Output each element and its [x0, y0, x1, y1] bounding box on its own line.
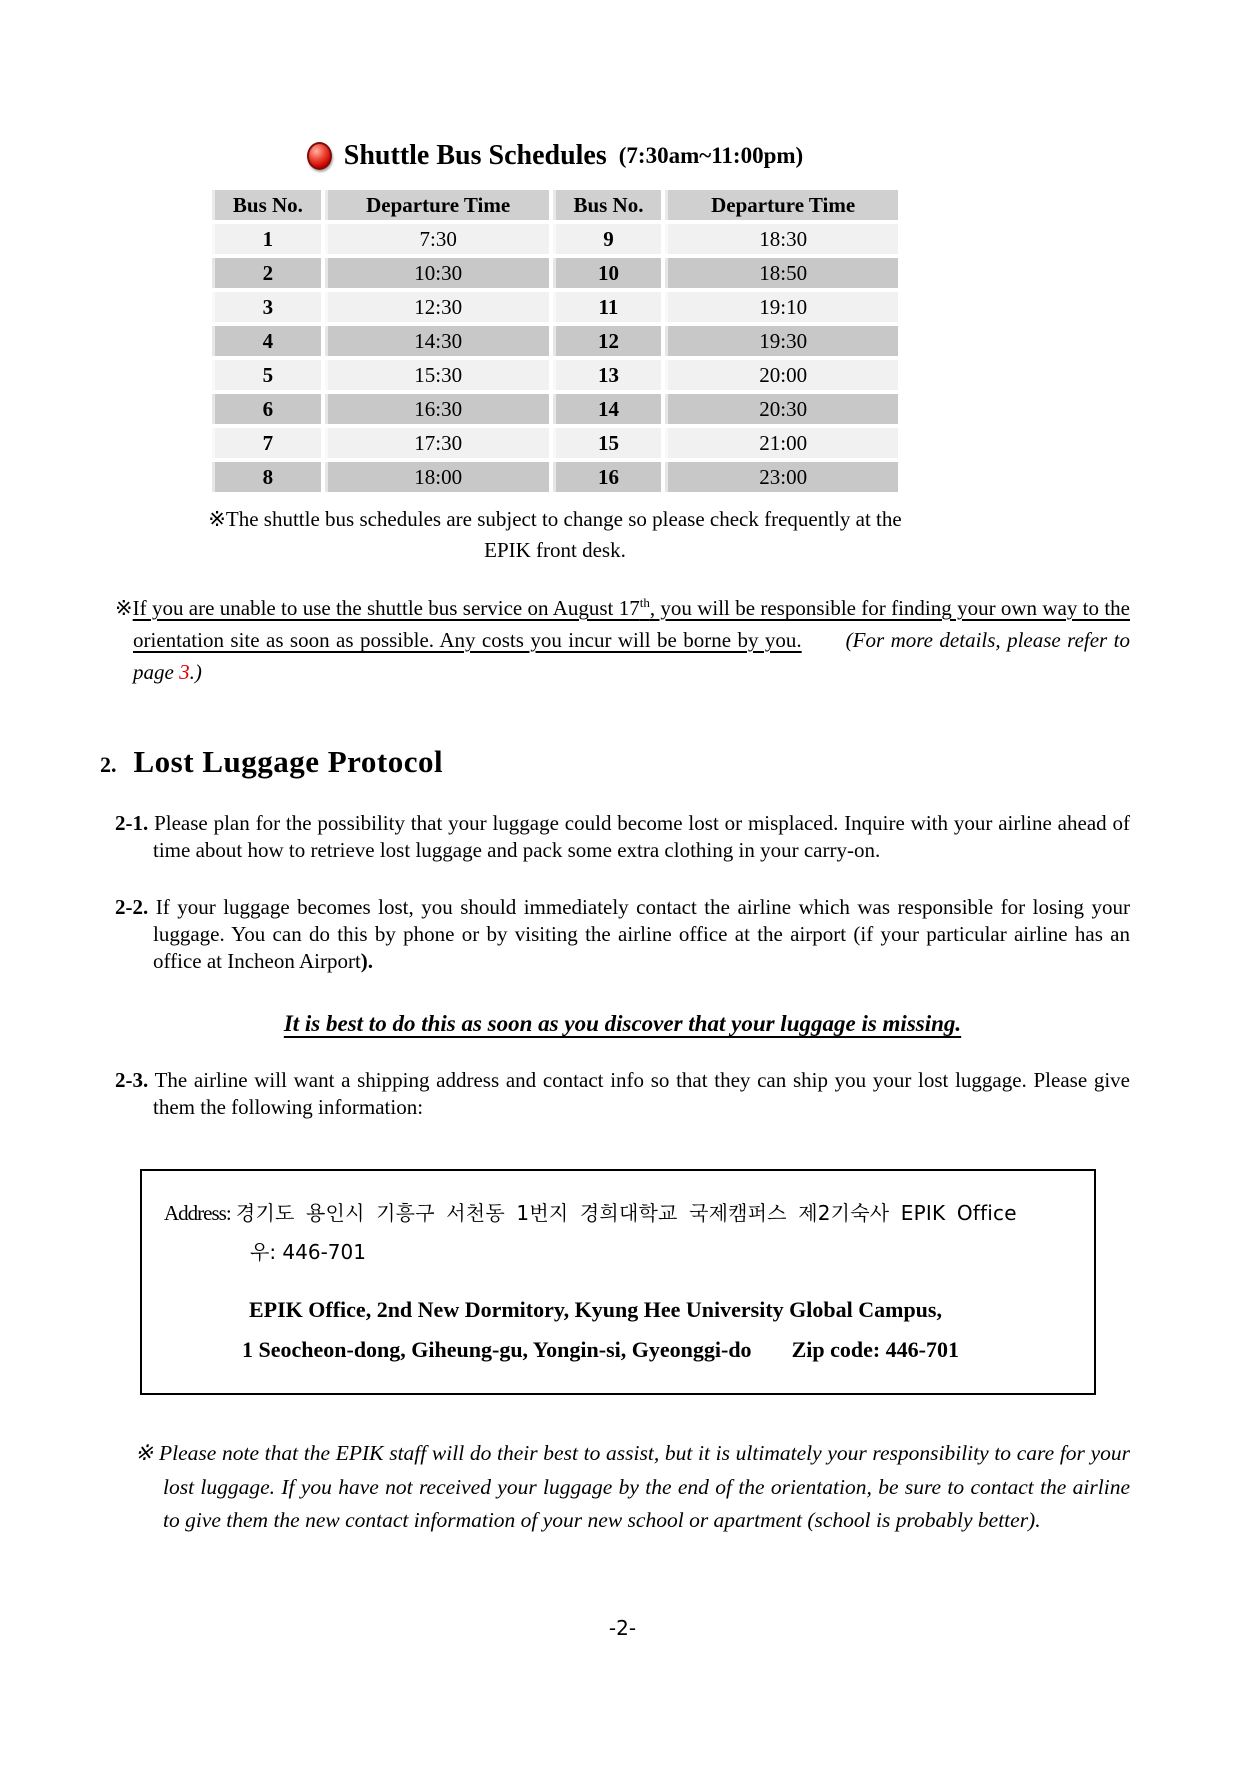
- shuttle-title: Shuttle Bus Schedules: [343, 140, 607, 171]
- page-ref-post: .): [189, 660, 202, 684]
- table-header-departure-time: Departure Time: [665, 190, 898, 220]
- table-header-bus-no: Bus No.: [553, 190, 662, 220]
- departure-time-cell: 21:00: [665, 428, 898, 458]
- departure-time-cell: 14:30: [325, 326, 549, 356]
- table-row: [212, 360, 898, 390]
- departure-time-cell: 20:00: [665, 360, 898, 390]
- table-row: [212, 394, 898, 424]
- table-row: [212, 224, 898, 254]
- address-postal-code-kr: 우: 446-701: [250, 1240, 366, 1264]
- address-box: [140, 1169, 1096, 1395]
- address-label: Address:: [164, 1201, 231, 1225]
- address-english-street: 1 Seocheon-dong, Giheung-gu, Yongin-si, Gyeonggi-do: [242, 1337, 752, 1362]
- item-2-1-text: Please plan for the possibility that your luggage could become lost or misplaced. Inquire with your airline ahead of time about how to retrieve lost luggage and pack some extra clothing in your carry-on.: [148, 811, 1130, 862]
- reference-mark-icon: ※: [115, 596, 133, 620]
- item-2-1-label: 2-1.: [115, 811, 149, 835]
- address-korean-text: 경기도 용인시 기흥구 서천동 1번지 경희대학교 국제캠퍼스 제2기숙사 EPIK Office: [235, 1201, 1017, 1225]
- bus-number-cell: 15: [553, 428, 662, 458]
- table-change-note-text: The shuttle bus schedules are subject to change so please check frequently at the EPIK front desk.: [225, 507, 902, 562]
- departure-time-cell: 12:30: [325, 292, 549, 322]
- departure-time-cell: 15:30: [325, 360, 549, 390]
- bus-number-cell: 2: [212, 258, 321, 288]
- final-note: [115, 1437, 1130, 1538]
- table-row: [212, 462, 898, 492]
- departure-time-cell: 10:30: [325, 258, 549, 288]
- ordinal-superscript: th: [639, 595, 650, 610]
- bus-number-cell: 12: [553, 326, 662, 356]
- table-row: [212, 292, 898, 322]
- shuttle-section: [205, 140, 905, 566]
- bus-number-cell: 4: [212, 326, 321, 356]
- bus-number-cell: 11: [553, 292, 662, 322]
- bus-number-cell: 9: [553, 224, 662, 254]
- shuttle-title-hours: (7:30am~11:00pm): [618, 143, 804, 168]
- departure-time-cell: 18:30: [665, 224, 898, 254]
- bus-number-cell: 16: [553, 462, 662, 492]
- departure-time-cell: 17:30: [325, 428, 549, 458]
- table-row: [212, 258, 898, 288]
- address-english-line2: [164, 1337, 1066, 1363]
- departure-time-cell: 19:10: [665, 292, 898, 322]
- emphasis-line: It is best to do this as soon as you discover that your luggage is missing.: [283, 1011, 962, 1036]
- table-row: [212, 428, 898, 458]
- table-change-note: [185, 504, 925, 566]
- red-bullet-icon: [307, 142, 332, 170]
- page-ref-pre: (For more details, please refer to page: [133, 628, 1130, 684]
- departure-time-cell: 7:30: [325, 224, 549, 254]
- page-ref-number: 3: [179, 660, 190, 684]
- address-english-line1: EPIK Office, 2nd New Dormitory, Kyung Hee University Global Campus,: [249, 1297, 942, 1322]
- shuttle-bus-table: [208, 186, 902, 496]
- item-2-2-text: If your luggage becomes lost, you should immediately contact the airline which was responsible for losing your luggage. You can do this by phone or by visiting the airline office at the airport (if your particular airline has an office at Incheon Airport: [148, 895, 1130, 973]
- final-note-text: Please note that the EPIK staff will do their best to assist, but it is ultimately your responsibility to care for your lost luggage. If you have not received your luggage by the end of the orientation, be sure to contact the airline to give them the new contact information of your new school or apartment (school is probably better).: [153, 1441, 1130, 1532]
- item-2-1: [115, 810, 1130, 864]
- table-header-bus-no: Bus No.: [212, 190, 321, 220]
- warning-text-pre: If you are unable to use the shuttle bus service on August 17: [132, 596, 640, 620]
- bus-number-cell: 10: [553, 258, 662, 288]
- bus-number-cell: 7: [212, 428, 321, 458]
- departure-time-cell: 16:30: [325, 394, 549, 424]
- table-header-departure-time: Departure Time: [325, 190, 549, 220]
- departure-time-cell: 23:00: [665, 462, 898, 492]
- page-number: -2-: [608, 1615, 637, 1640]
- bus-number-cell: 1: [212, 224, 321, 254]
- bus-number-cell: 3: [212, 292, 321, 322]
- address-line-korean: [164, 1197, 1066, 1226]
- bus-service-warning: [115, 592, 1130, 688]
- bus-number-cell: 14: [553, 394, 662, 424]
- bus-number-cell: 6: [212, 394, 321, 424]
- reference-mark-icon: ※: [208, 507, 226, 531]
- address-zip-code: Zip code: 446-701: [791, 1337, 960, 1362]
- bus-number-cell: 5: [212, 360, 321, 390]
- section-number: 2.: [100, 752, 117, 777]
- section-heading: [100, 744, 1130, 780]
- departure-time-cell: 18:50: [665, 258, 898, 288]
- item-2-3-label: 2-3.: [115, 1068, 149, 1092]
- item-2-2-bold-tail: ).: [360, 949, 374, 973]
- shuttle-table-head: [212, 190, 898, 220]
- departure-time-cell: 20:30: [665, 394, 898, 424]
- warning-text-post: , you will be responsible for finding your own way to the orientation site as soon as possible. Any costs you incur will be borne by you.: [133, 596, 1130, 652]
- departure-time-cell: 18:00: [325, 462, 549, 492]
- item-2-3: [115, 1067, 1130, 1121]
- reference-mark-icon: ※: [135, 1441, 154, 1465]
- bus-number-cell: 8: [212, 462, 321, 492]
- item-2-2-label: 2-2.: [115, 895, 149, 919]
- table-row: [212, 326, 898, 356]
- section-title: Lost Luggage Protocol: [133, 744, 444, 779]
- bus-number-cell: 13: [553, 360, 662, 390]
- departure-time-cell: 19:30: [665, 326, 898, 356]
- item-2-2: [115, 894, 1130, 975]
- shuttle-title-line: [205, 140, 905, 172]
- item-2-3-text: The airline will want a shipping address and contact info so that they can ship you your lost luggage. Please give them the following information:: [148, 1068, 1130, 1119]
